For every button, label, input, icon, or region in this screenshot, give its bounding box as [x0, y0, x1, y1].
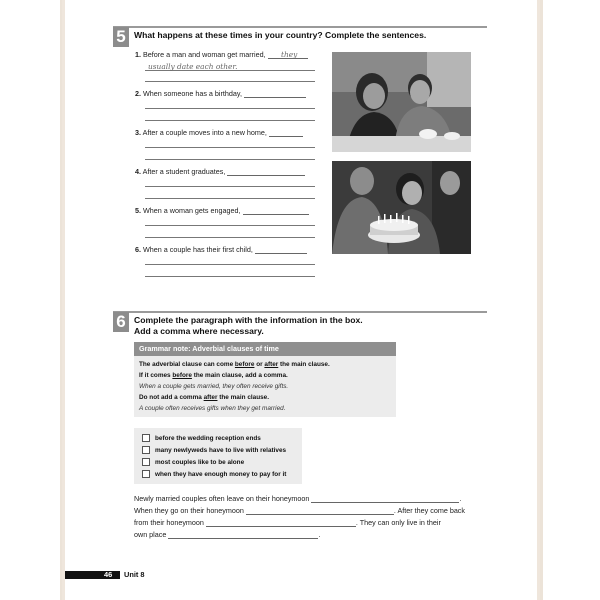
grammar-example-1: When a couple gets married, they often receive gifts. [139, 383, 289, 390]
item-prompt: When a couple has their first child, [143, 245, 253, 254]
grammar-note-box [134, 342, 396, 417]
answer-line[interactable] [145, 81, 315, 82]
sentence-item [135, 245, 307, 254]
answer-line[interactable] [145, 120, 315, 121]
item-number: 3. [135, 128, 141, 137]
grammar-rule-2: If it comes before the main clause, add a comma. [139, 372, 288, 379]
answer-line[interactable] [145, 147, 315, 148]
grammar-rule-1: The adverbial clause can come before or after the main clause. [139, 361, 330, 368]
paragraph-line-1: Newly married couples often leave on their honeymoon . [134, 494, 462, 503]
paragraph-line-4: own place . [134, 530, 321, 539]
item-prompt: After a couple moves into a new home, [142, 128, 267, 137]
birthday-cake-photo [332, 161, 471, 254]
answer-line[interactable] [246, 507, 394, 515]
paragraph-line-3: from their honeymoon . They can only live in their [134, 518, 441, 527]
item-prompt: Before a man and woman get married, [143, 50, 266, 59]
sentence-item [135, 167, 305, 176]
checkbox[interactable] [142, 458, 150, 466]
item-number: 4. [135, 167, 141, 176]
exercise-heading: What happens at these times in your country? Complete the sentences. [134, 30, 427, 40]
exercise-number-badge: 6 [113, 312, 129, 332]
page-number: 46 [104, 570, 113, 579]
checkbox[interactable] [142, 446, 150, 454]
answer-line[interactable] [206, 519, 356, 527]
answer-line[interactable] [269, 129, 303, 137]
grammar-rule-3: Do not add a comma after the main clause. [139, 394, 269, 401]
item-number: 6. [135, 245, 141, 254]
grammar-note-title: Grammar note: Adverbial clauses of time [134, 342, 396, 356]
exercise-number-badge: 5 [113, 27, 129, 47]
answer-line[interactable] [168, 531, 318, 539]
exercise-heading-line2: Add a comma where necessary. [134, 326, 264, 336]
unit-label: Unit 8 [124, 570, 145, 579]
sentence-item [135, 128, 303, 137]
grammar-example-2: A couple often receives gifts when they get married. [139, 405, 286, 412]
answer-line[interactable] [244, 90, 306, 98]
item-number: 5. [135, 206, 141, 215]
answer-line[interactable] [255, 246, 307, 254]
answer-line[interactable] [311, 495, 459, 503]
answer-line[interactable] [145, 276, 315, 277]
answer-line[interactable] [145, 159, 315, 160]
checkbox[interactable] [142, 434, 150, 442]
sentence-item [135, 89, 306, 98]
section-rule [113, 26, 487, 28]
exercise-heading-line1: Complete the paragraph with the information in the box. [134, 315, 363, 325]
answer-line[interactable] [145, 186, 315, 187]
page-edge-right [537, 0, 543, 600]
answer-line[interactable] [145, 237, 315, 238]
item-prompt: When a woman gets engaged, [143, 206, 241, 215]
couple-cafe-photo [332, 52, 471, 152]
item-prompt: After a student graduates, [142, 167, 226, 176]
section-rule [113, 311, 487, 313]
item-prompt: When someone has a birthday, [143, 89, 242, 98]
answer-line[interactable] [145, 264, 315, 265]
item-number: 2. [135, 89, 141, 98]
options-box: before the wedding reception ends many newlyweds have to live with relatives most couples like to be alone when they have enough money to pay for it [134, 428, 302, 484]
sentence-item [135, 206, 309, 215]
answer-line[interactable] [227, 168, 305, 176]
birthday-illustration [332, 161, 471, 254]
answer-line[interactable] [243, 207, 309, 215]
checkbox[interactable] [142, 470, 150, 478]
couple-cafe-illustration [332, 52, 471, 152]
answer-line[interactable] [145, 225, 315, 226]
answer-line[interactable] [145, 198, 315, 199]
handwritten-answer: usually date each other. [148, 62, 238, 71]
item-number: 1. [135, 50, 141, 59]
paragraph-line-2: When they go on their honeymoon . After they come back [134, 506, 465, 515]
answer-line[interactable] [145, 108, 315, 109]
handwritten-answer: they [281, 50, 298, 59]
